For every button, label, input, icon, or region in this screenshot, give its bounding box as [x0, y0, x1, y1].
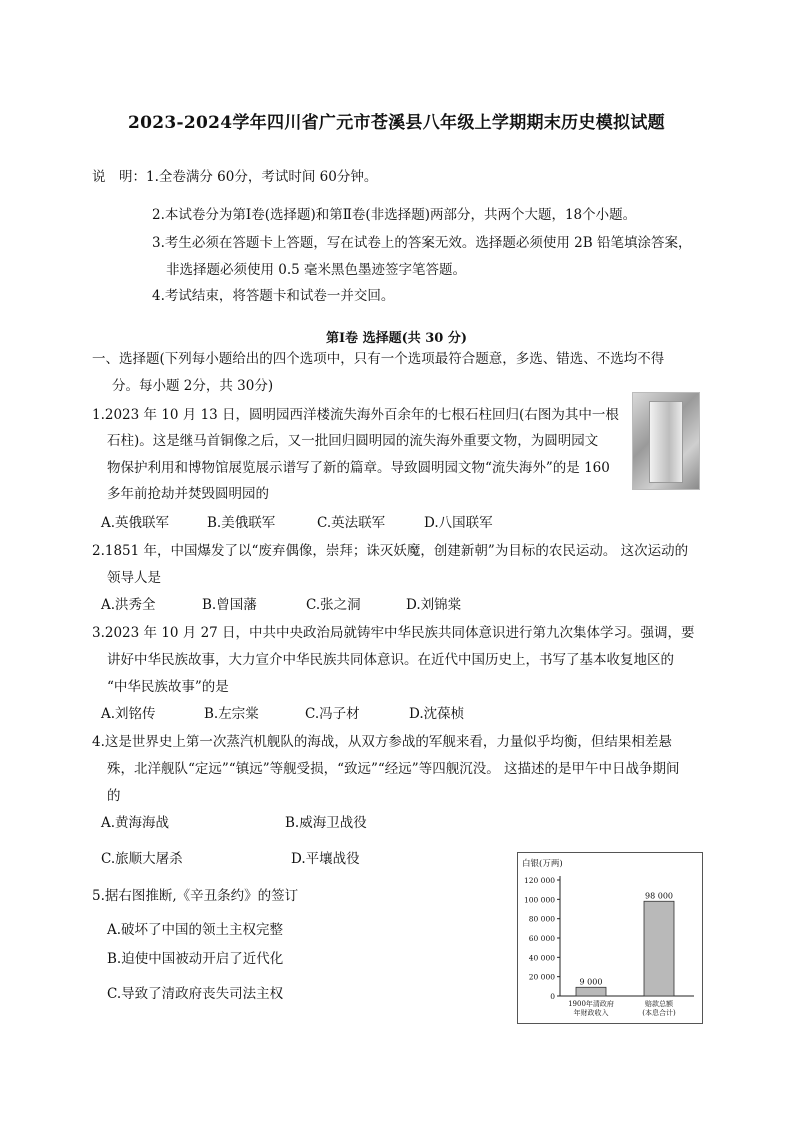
q4-line-2: 殊，北洋舰队“定远”“镇远”等舰受损，“致远”“经远”等四舰沉没。 这描述的是甲午中日战争期间 [107, 761, 680, 777]
chart-ytick-label: 60 000 [528, 934, 555, 943]
chart-bar [644, 901, 674, 996]
chart-category-label: (本息合计) [642, 1009, 676, 1017]
note-4: 4.考试结束，将答题卡和试卷一并交回。 [152, 288, 395, 304]
q1-option-a[interactable]: A.英俄联军 [101, 515, 170, 531]
chart-ytick-label: 20 000 [528, 972, 555, 982]
q2-line-2: 领导人是 [107, 570, 161, 586]
q4-option-c[interactable]: C.旅顺大屠杀 [101, 851, 183, 867]
q5-option-b[interactable]: B.迫使中国被动开启了近代化 [107, 951, 284, 967]
notes-line-1 [92, 168, 377, 186]
q4-option-a[interactable]: A.黄海海战 [101, 815, 170, 831]
q1-line-3: 物保护利用和博物馆展览展示谱写了新的篇章。导致圆明园文物“流失海外”的是 160 [107, 460, 610, 476]
q1-option-b[interactable]: B.美俄联军 [207, 515, 276, 531]
chart-ytick-label: 80 000 [528, 914, 555, 924]
q2-option-d[interactable]: D.刘锦棠 [406, 597, 462, 613]
chart-ytick-label: 0 [550, 992, 555, 1001]
chart-category-label: 1900年清政府 [568, 1000, 614, 1008]
chart-ytick-label: 120 000 [523, 876, 555, 885]
note-3a: 3.考生必须在答题卡上答题，写在试卷上的答案无效。选择题必须使用 2B 铅笔填涂答案， [152, 235, 692, 251]
q5-option-a[interactable]: A.破坏了中国的领土主权完整 [107, 922, 284, 938]
q5-option-c[interactable]: C.导致了清政府丧失司法主权 [107, 986, 284, 1002]
indemnity-bar-chart [517, 852, 703, 1024]
chart-category-label: 年财政收入 [573, 1009, 609, 1017]
section-title: 第Ⅰ卷 选择题(共 30 分) [325, 331, 468, 346]
q4-option-b[interactable]: B.威海卫战役 [285, 815, 367, 831]
note-3b: 非选择题必须使用 0.5 毫米黑色墨迹签字笔答题。 [166, 262, 467, 278]
q3-line-3: “中华民族故事”的是 [107, 679, 229, 695]
q2-option-a[interactable]: A.洪秀全 [101, 597, 156, 613]
stone-pillar-photo [632, 392, 700, 490]
q4-line-1: 4.这是世界史上第一次蒸汽机舰队的海战，从双方参战的军舰来看，力量似乎均衡，但结果相差悬 [92, 734, 672, 750]
q1-option-c[interactable]: C.英法联军 [317, 515, 386, 531]
note-2: 2.本试卷分为第Ⅰ卷(选择题)和第Ⅱ卷(非选择题)两部分，共两个大题，18个小题。 [152, 207, 637, 223]
chart-ytick-label: 40 000 [528, 953, 555, 963]
chart-category-label: 赔款总额 [645, 1000, 673, 1008]
notes-label: 说 明： [92, 169, 146, 185]
chart-svg [518, 853, 702, 1023]
q4-line-3: 的 [107, 788, 121, 804]
q4-option-d[interactable]: D.平壤战役 [291, 851, 360, 867]
q2-option-c[interactable]: C.张之洞 [306, 597, 361, 613]
instructions-line-2: 分。每小题 2分，共 30分) [112, 378, 274, 394]
q1-line-1: 1.2023 年 10 月 13 日，圆明园西洋楼流失海外百余年的七根石柱回归(右图为其中一根 [92, 407, 619, 423]
q3-option-c[interactable]: C.冯子材 [305, 706, 360, 722]
q1-line-4: 多年前抢劫并焚毁圆明园的 [107, 486, 269, 502]
q3-option-d[interactable]: D.沈葆桢 [409, 706, 465, 722]
q1-line-2: 石柱)。这是继马首铜像之后，又一批回归圆明园的流失海外重要文物，为圆明园文 [107, 433, 599, 449]
chart-value-label: 9 000 [579, 977, 603, 987]
note-1: 1.全卷满分 60分，考试时间 60分钟。 [146, 169, 378, 185]
q3-options [101, 705, 464, 723]
q2-options [101, 596, 461, 614]
q1-options [101, 514, 493, 532]
q1-option-d[interactable]: D.八国联军 [424, 515, 493, 531]
chart-ytick-label: 100 000 [523, 895, 555, 905]
instructions-line-1: 一、选择题(下列每小题给出的四个选项中，只有一个选项最符合题意，多选、错选、不选均不得 [92, 351, 665, 367]
q5-stem: 5.据右图推断,《辛丑条约》的签订 [92, 888, 299, 904]
q3-option-a[interactable]: A.刘铭传 [101, 706, 156, 722]
q3-line-1: 3.2023 年 10 月 27 日，中共中央政治局就铸牢中华民族共同体意识进行第九次集体学习。强调，要 [92, 625, 695, 641]
q3-option-b[interactable]: B.左宗棠 [204, 706, 259, 722]
chart-bar [576, 987, 606, 996]
chart-value-label: 98 000 [645, 891, 673, 901]
q2-line-1: 2.1851 年，中国爆发了以“废弃偶像，崇拜；诛灭妖魔，创建新朝”为目标的农民运动。 这次运动的 [92, 543, 689, 559]
q2-option-b[interactable]: B.曾国藩 [202, 597, 257, 613]
q3-line-2: 讲好中华民族故事，大力宣介中华民族共同体意识。在近代中国历史上，书写了基本收复地区的 [107, 652, 674, 668]
chart-ylabel: 白银(万两) [522, 859, 563, 869]
page-title: 2023-2024学年四川省广元市苍溪县八年级上学期期末历史模拟试题 [128, 113, 665, 133]
